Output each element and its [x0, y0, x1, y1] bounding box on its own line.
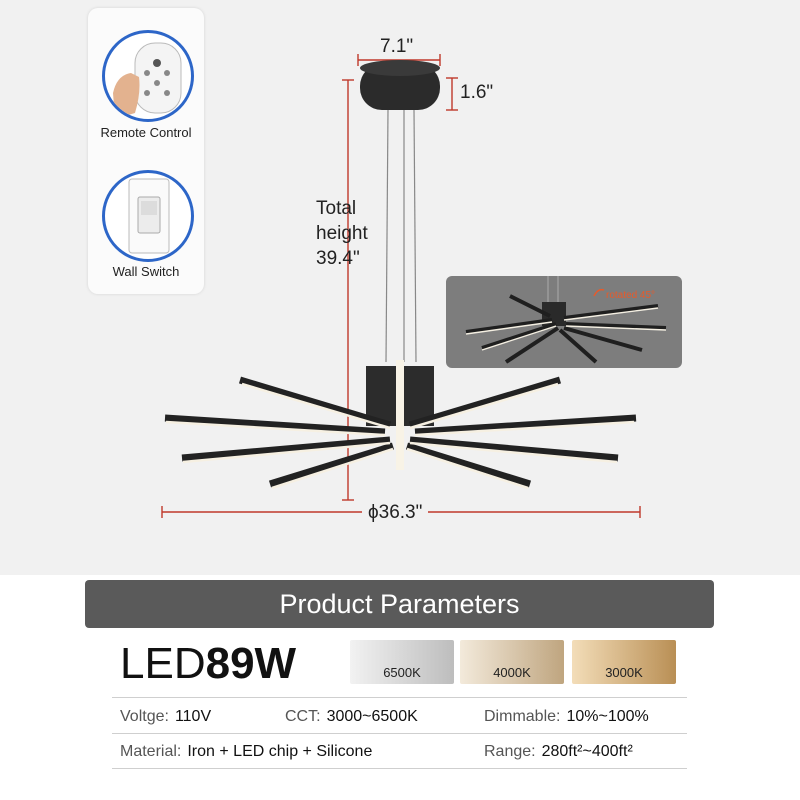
canopy-width-label: 7.1" [380, 36, 414, 57]
led-prefix: LED [120, 639, 206, 688]
swatch-6500k-label: 6500K [383, 665, 421, 680]
swatch-3000k [572, 640, 676, 684]
spec-voltage: Voltge: 110V [120, 708, 212, 725]
spec-material: Material: Iron + LED chip + Silicone [120, 743, 373, 760]
divider [112, 733, 687, 734]
spec-cct: CCT: 3000~6500K [285, 708, 418, 725]
rotated-label: rotated 45° [606, 290, 656, 301]
swatch-4000k-label: 4000K [493, 665, 531, 680]
divider [112, 768, 687, 769]
wattage-value: 89W [205, 639, 297, 688]
led-wattage [120, 638, 296, 690]
spec-dimmable: Dimmable: 10%~100% [484, 708, 649, 725]
diameter-label: ϕ36.3" [362, 502, 428, 524]
remote-control-label: Remote Control [100, 125, 192, 140]
product-parameters-header: Product Parameters [85, 580, 714, 628]
wall-switch-label: Wall Switch [112, 264, 180, 279]
spec-range: Range: 280ft²~400ft² [484, 743, 633, 760]
swatch-4000k [460, 640, 564, 684]
rotated-view-inset [446, 276, 682, 368]
canopy-height-label: 1.6" [460, 82, 494, 103]
swatch-6500k [350, 640, 454, 684]
total-height-label: Total height 39.4" [316, 198, 368, 269]
divider [112, 697, 687, 698]
swatch-3000k-label: 3000K [605, 665, 643, 680]
